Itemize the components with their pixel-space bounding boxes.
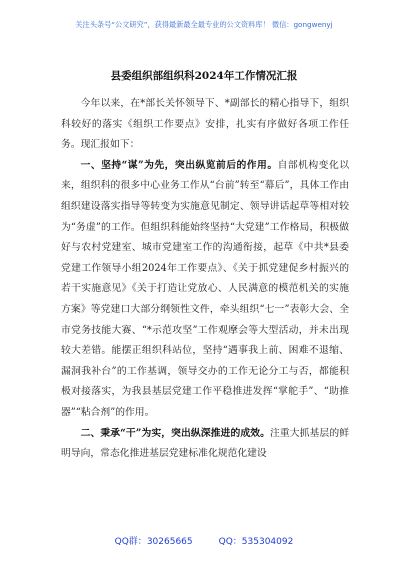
section-heading: 二、秉承“干”为实，突出纵深推进的成效。 [80, 427, 270, 439]
paragraph-text: 自部机构变化以来，组织科的很多中心业务工作从“台前”转至“幕后”，具体工作由组织建设落实指导等转变为实施意见制定、领导讲话起草等相对较为“务虚”的工作。但组织科能始终坚持“大党建”工作格局，积极做好与农村党建室、城市党建室工作的沟通衔接，起草《中共*县委党建工作领导小组2024年工作要点》、《关于抓党建促乡村振兴的若干实施意见》《关于打造让党放心、人民满意的模范机关的实施方案》等党建口大部分纲领性文件，牵头组织“七一”表彰大会、全市党务技能大赛、“*示范攻坚”工作观摩会等大型活动，并未出现较大差错。能摆正组织科站位，坚持“遇事我上前、困难不退缩、漏洞我补台”的工作基调，领导交办的工作无论分工与否，都能积极对接落实，为我县基层党建工作平稳推进发挥“掌舵手”、“助推器”“粘合剂”的作用。 [61, 159, 350, 418]
document-body [61, 94, 349, 465]
qq-label: QQ： [218, 537, 242, 547]
section-heading: 一、坚持“谋”为先，突出纵览前后的作用。 [80, 159, 278, 171]
paragraph-text: 注重大抓基层的鲜明导向，常态化推进基层党建标准化规范化建设 [61, 427, 349, 460]
qq-group-number: 30265665 [146, 537, 193, 547]
document-title: 县委组织部组织科2024年工作情况汇报 [110, 70, 298, 82]
header-banner: 关注头条号“公文研究”，获得最新最全最专业的公文资料库！ 微信：gongwenyj [75, 20, 333, 29]
paragraph-intro [61, 94, 349, 156]
qq-group-label: QQ群： [114, 537, 147, 547]
footer-contact [0, 534, 408, 547]
paragraph-section-2 [61, 424, 349, 465]
paragraph-text: 今年以来，在*部长关怀领导下、*副部长的精心指导下，组织科较好的落实《组织工作要点》安排，扎实有序做好各项工作任务。现汇报如下： [61, 98, 349, 151]
qq-number: 535304092 [241, 537, 294, 547]
paragraph-section-1 [61, 156, 349, 424]
